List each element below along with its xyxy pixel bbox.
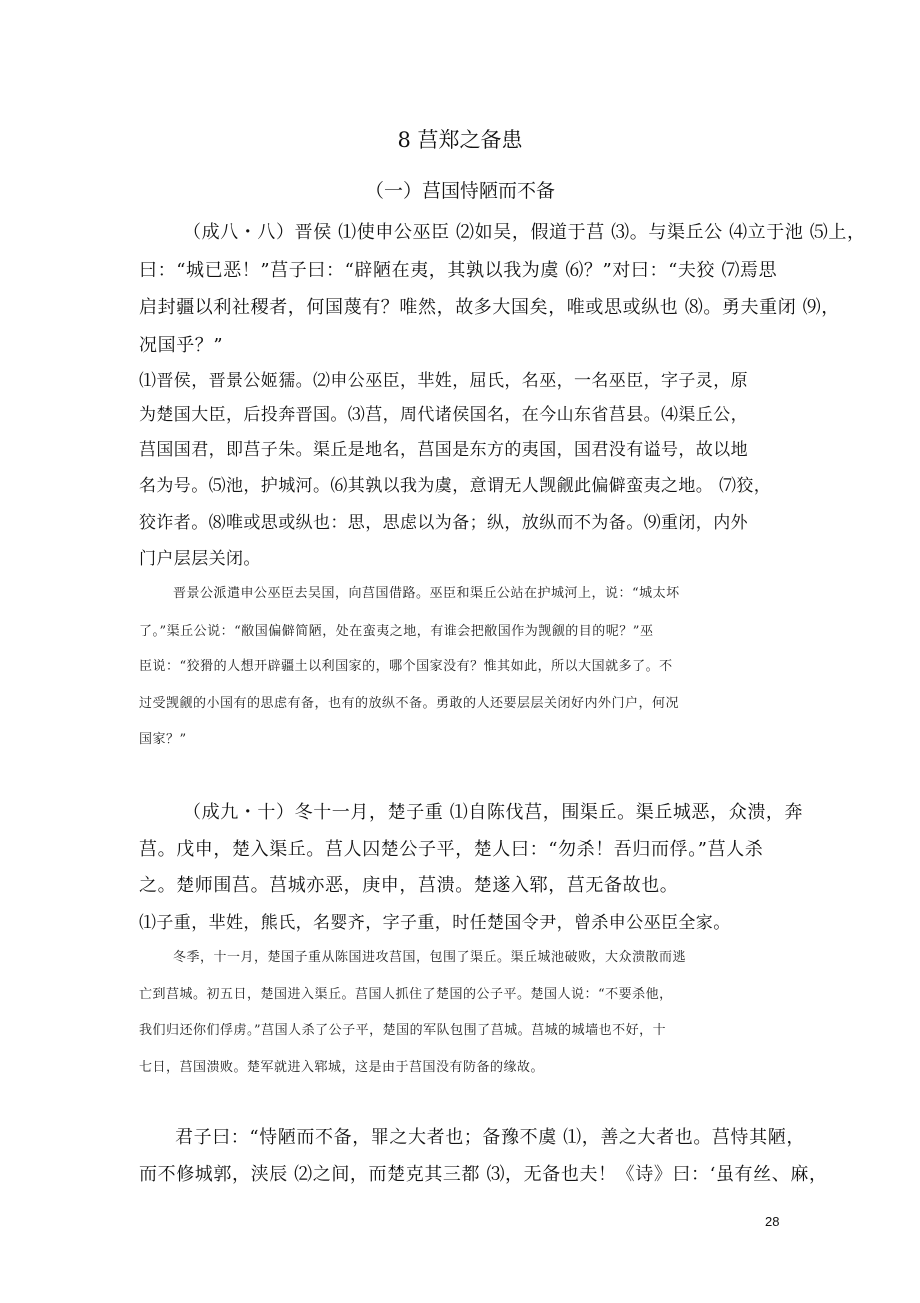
block1-line-3: 启封疆以利社稷者，何国蔑有？唯然，故多大国矣，唯或思或纵也 ⑻。勇夫重闭 ⑼， — [139, 297, 840, 318]
page-number: 28 — [765, 1214, 780, 1229]
block1-translation-line: 过受觊觎的小国有的思虑有备，也有的放纵不备。勇敢的人还要层层关闭好内外门户，何况 — [139, 696, 680, 711]
block1-translation-line: 臣说：“狡猾的人想开辟疆土以利国家的，哪个国家没有？惟其如此，所以大国就多了。不 — [139, 659, 673, 674]
block3-line-2: 而不修城郭，浃辰 ⑵之间，而楚克其三都 ⑶，无备也夫！《诗》曰：‘虽有丝、麻， — [139, 1164, 828, 1185]
block2-translation-line: 我们归还你们俘虏。”莒国人杀了公子平，楚国的军队包围了莒城。莒城的城墙也不好，十 — [139, 1023, 667, 1038]
block3-line-1: 君子曰：“恃陋而不备，罪之大者也；备豫不虞 ⑴，善之大者也。莒恃其陋， — [175, 1127, 805, 1148]
section-title: （一）莒国恃陋而不备 — [364, 180, 555, 202]
block2-line-3: 之。楚师围莒。莒城亦恶，庚申，莒溃。楚遂入郓，莒无备故也。 — [139, 875, 679, 896]
block1-line-1: （成八・八）晋侯 ⑴使申公巫臣 ⑵如吴，假道于莒 ⑶。与渠丘公 ⑷立于池 ⑸上， — [183, 222, 866, 243]
block1-note-line: 名为号。⑸池，护城河。⑹其孰以我为虞，意谓无人觊觎此偏僻蛮夷之地。 ⑺狡， — [139, 476, 772, 496]
block1-translation-line: 国家？” — [139, 732, 187, 747]
block2-translation-line: 七日，莒国溃败。楚军就进入郓城，这是由于莒国没有防备的缘故。 — [139, 1060, 545, 1075]
block1-line-4: 况国乎？” — [139, 335, 224, 356]
block2-note-line: ⑴子重，芈姓，熊氏，名婴齐，字子重，时任楚国令尹，曾杀申公巫臣全家。 — [139, 913, 731, 933]
block2-line-1: （成九・十）冬十一月，楚子重 ⑴自陈伐莒，围渠丘。渠丘城恶，众溃，奔 — [183, 802, 804, 823]
chapter-title: 8 莒郑之备患 — [397, 128, 523, 152]
block1-note-line: 莒国国君，即莒子朱。渠丘是地名，莒国是东方的夷国，国君没有谥号，故以地 — [139, 440, 748, 460]
block2-translation-line: 亡到莒城。初五日，楚国进入渠丘。莒国人抓住了楚国的公子平。楚国人说：“不要杀他， — [139, 987, 673, 1002]
block1-note-line: 为楚国大臣，后投奔晋国。⑶莒，周代诸侯国名，在今山东省莒县。⑷渠丘公， — [139, 405, 748, 425]
block1-note-line: ⑴晋侯，晋景公姬獳。⑵申公巫臣，芈姓，屈氏，名巫，一名巫臣，字子灵，原 — [139, 371, 748, 391]
block2-line-2: 莒。戊申，楚入渠丘。莒人囚楚公子平，楚人曰：“勿杀！吾归而俘。”莒人杀 — [139, 839, 764, 860]
block2-translation-line: 冬季，十一月，楚国子重从陈国进攻莒国，包围了渠丘。渠丘城池破败，大众溃散而逃 — [173, 950, 687, 965]
block1-note-line: 狡诈者。⑻唯或思或纵也：思，思虑以为备；纵，放纵而不为备。⑼重闭，内外 — [139, 513, 748, 533]
block1-line-2: 曰：“城已恶！”莒子曰：“辟陋在夷，其孰以我为虞 ⑹？”对曰：“夫狡 ⑺焉思 — [139, 260, 778, 281]
block1-translation-line: 了。”渠丘公说：“敝国偏僻简陋，处在蛮夷之地，有谁会把敝国作为觊觎的目的呢？”巫 — [139, 624, 654, 639]
block1-note-line: 门户层层关闭。 — [139, 549, 261, 569]
block1-translation-line: 晋景公派遣申公巫臣去吴国，向莒国借路。巫臣和渠丘公站在护城河上，说：“城太坏 — [173, 586, 680, 601]
